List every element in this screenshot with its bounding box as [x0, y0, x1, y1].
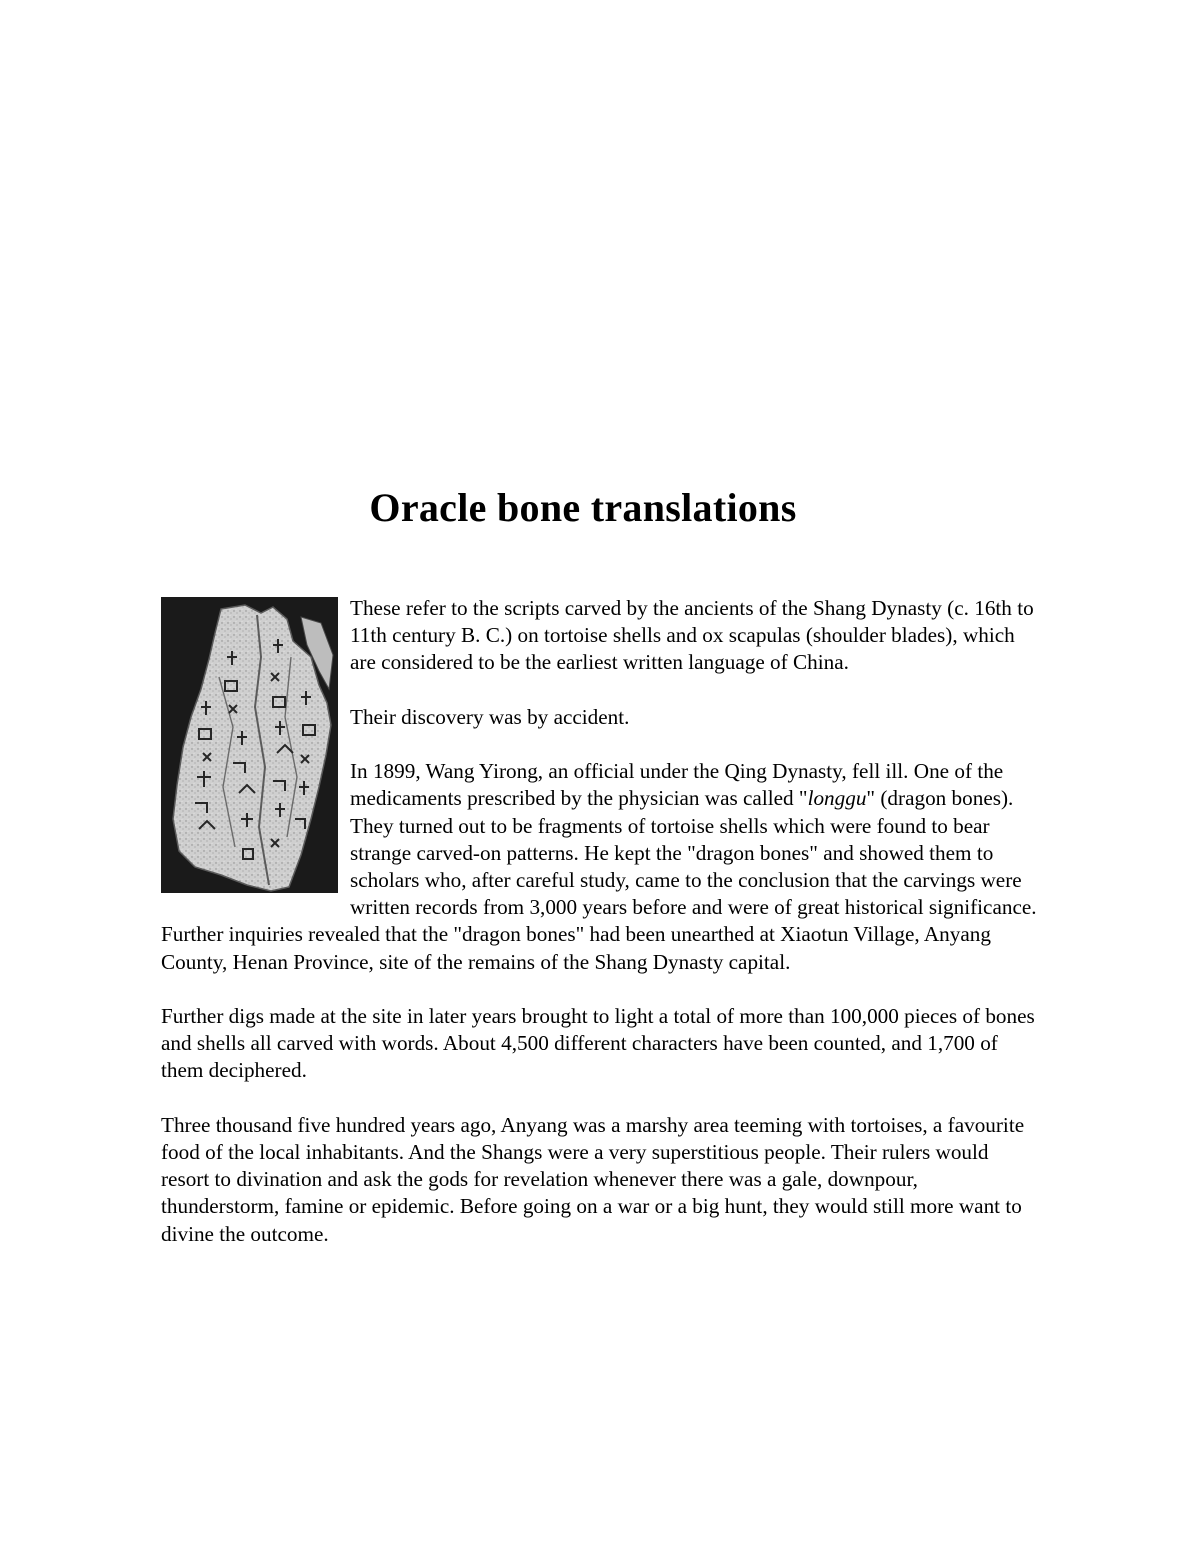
article-body [161, 595, 1039, 1248]
paragraph-further-digs: Further digs made at the site in later years brought to light a total of more than 100,000 pieces of bones and shells all carved with words. About 4,500 different characters have been counted, and 1,700 of them deciphered. [161, 1004, 1035, 1083]
paragraph-discovery-accident: Their discovery was by accident. [350, 704, 630, 729]
paragraph-anyang: Three thousand five hundred years ago, Anyang was a marshy area teeming with tortoises, a favourite food of the local inhabitants. And the Shangs were a very superstitious people. Their rulers would resort to divination and ask the gods for revelation whenever there was a gale, downpour, thunderstorm, famine or epidemic. Before going on a war or a big hunt, they would still more want to divine the outcome. [161, 1112, 1025, 1246]
oracle-bone-photo [161, 597, 338, 893]
longgu-term: longgu [807, 786, 867, 811]
wang-yirong-text-before: In 1899, Wang Yirong, an official under the Qing Dynasty, fell ill. One of the medicaments prescribed by the physician was called " [350, 759, 1004, 811]
wang-yirong-text-after: " (dragon bones). They turned out to be fragments of tortoise shells which were found to bear strange carved-on patterns. He kept the "dragon bones" and showed them to scholars who, after careful study, came to the conclusion that the carvings were written records from 3,000 years before and were of great historical significance. Further inquiries revealed that the "dragon bones" had been unearthed at Xiaotun Village, Anyang County, Henan Province, site of the remains of the Shang Dynasty capital. [161, 786, 1037, 974]
oracle-bone-image [161, 597, 338, 893]
paragraph-scripts: These refer to the scripts carved by the ancients of the Shang Dynasty (c. 16th to 11th century B. C.) on tortoise shells and ox scapulas (shoulder blades), which are considered to be the earliest written language of China. [350, 596, 1034, 675]
page-title: Oracle bone translations [369, 485, 797, 530]
